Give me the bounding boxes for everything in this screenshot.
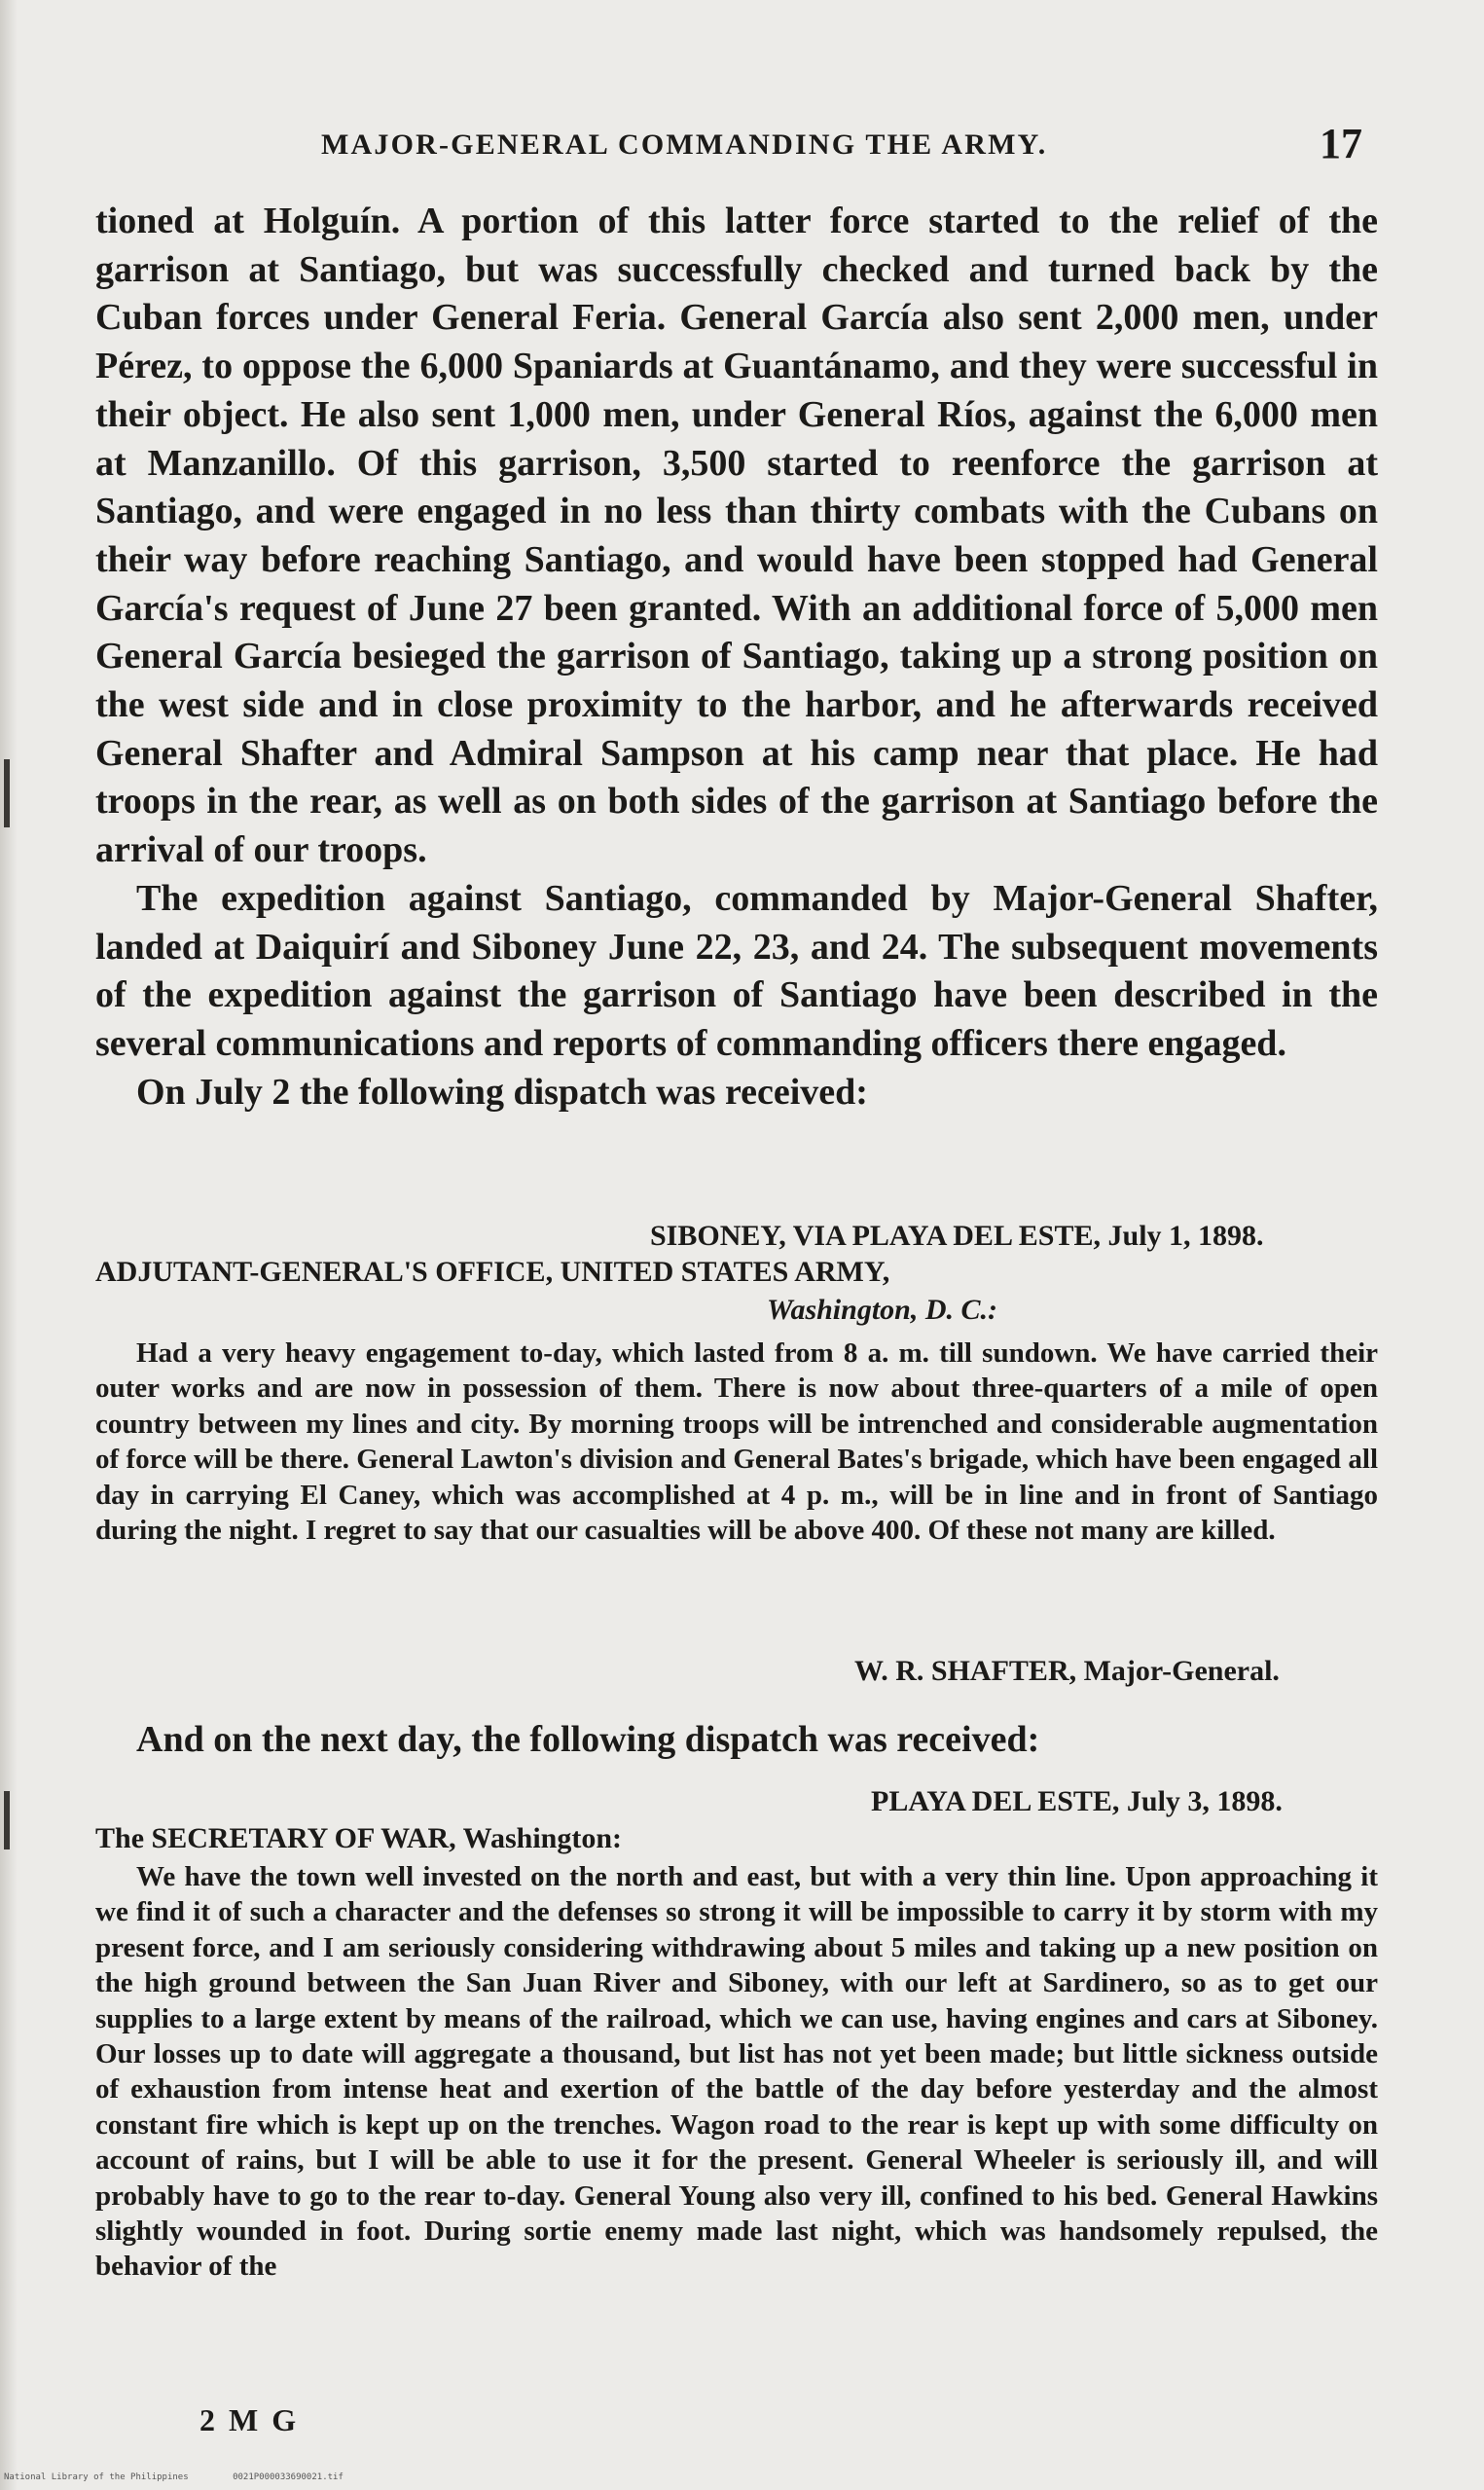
paragraph: tioned at Holguín. A portion of this latter force started to the relief of the garrison at Santiago, but was successfully checked and turned back by the Cuban forces under General Feria. General García also sent 2,000 men, under Pérez, to oppose the 6,000 Spaniards at Guantánamo, and they were successful in their object. He also sent 1,000 men, under General Ríos, against the 6,000 men at Manzanillo. Of this garrison, 3,500 started to reenforce the garrison at Santiago, and were engaged in no less than thirty combats with the Cubans on their way before reaching Santiago, and would have been stopped had General García's request of June 27 been granted. With an additional force of 5,000 men General García besieged the garrison of Santiago, taking up a strong position on the west side and in close proximity to the harbor, and he afterwards received General Shafter and Admiral Sampson at his camp near that place. He had troops in the rear, as well as on both sides of the garrison at Santiago before the arrival of our troops. [95, 201, 1378, 871]
dispatch-signature: W. R. SHAFTER, Major-General. [854, 1655, 1280, 1687]
paragraph: On July 2 the following dispatch was received: [136, 1071, 868, 1113]
page-number: 17 [1320, 120, 1362, 167]
dispatch-place-date: PLAYA DEL ESTE, July 3, 1898. [871, 1785, 1283, 1817]
running-header [321, 119, 1392, 187]
dispatch-intro: And on the next day, the following dispatch was received: [136, 1719, 1040, 1760]
scan-footer [4, 2472, 382, 2482]
paragraph: The expedition against Santiago, commanded by Major-General Shafter, landed at Daiquirí and Siboney June 22, 23, and 24. The subsequent movements of the expedition against the garrison of Santiago have been described in the several communications and reports of commanding officers there engaged. [95, 877, 1378, 1064]
dispatch-text: Had a very heavy engagement to-day, which lasted from 8 a. m. till sundown. We have carried their outer works and are now in possession of them. There is now about three-quarters of a mile of open country between my lines and city. By morning troops will be intrenched and considerable augmentation of force will be there. General Lawton's division and General Bates's brigade, which have been engaged all day in carrying El Caney, which was accomplished at 4 p. m., will be in line and in front of Santiago during the night. I regret to say that our casualties will be above 400. Of these not many are killed. [95, 1337, 1378, 1547]
running-title: MAJOR-GENERAL COMMANDING THE ARMY. [321, 128, 1048, 161]
dispatch-text: We have the town well invested on the north and east, but with a very thin line. Upon approaching it we find it of such a character and the defenses so strong it will be impossible to carry it by storm with my present force, and I am seriously considering withdrawing about 5 miles and taking up a new position on the high ground between the San Juan River and Siboney, with our left at Sardinero, so as to get our supplies to a large extent by means of the railroad, which we can use, having engines and cars at Siboney. Our losses up to date will aggregate a thousand, but list has not yet been made; but little sickness outside of exhaustion from intense heat and exertion of the battle of the day before yesterday and the almost constant fire which is kept up on the trenches. Wagon road to the rear is kept up with some difficulty on account of rains, but I will be able to use it for the present. General Wheeler is seriously ill, and will probably have to go to the rear to-day. General Young also very ill, confined to his bed. General Hawkins slightly wounded in foot. During sortie enemy made last night, which was handsomely repulsed, the behavior of the [95, 1861, 1378, 2283]
main-body [95, 198, 1378, 1117]
dispatch-addressee: ADJUTANT-GENERAL'S OFFICE, UNITED STATES ARMY, [95, 1256, 890, 1288]
scan-institution: National Library of the Philippines [4, 2472, 189, 2482]
page-edge [0, 0, 18, 2490]
binding-mark [4, 759, 10, 827]
scan-file-name: 0021P000033690021.tif [233, 2472, 344, 2482]
binding-mark [4, 1791, 10, 1849]
dispatch-addressee-location: Washington, D. C.: [767, 1294, 998, 1326]
dispatch-place-date: SIBONEY, VIA PLAYA DEL ESTE, July 1, 1898. [650, 1220, 1264, 1252]
signature-mark: 2 M G [199, 2402, 300, 2437]
dispatch-addressee: The SECRETARY OF WAR, Washington: [95, 1822, 623, 1854]
